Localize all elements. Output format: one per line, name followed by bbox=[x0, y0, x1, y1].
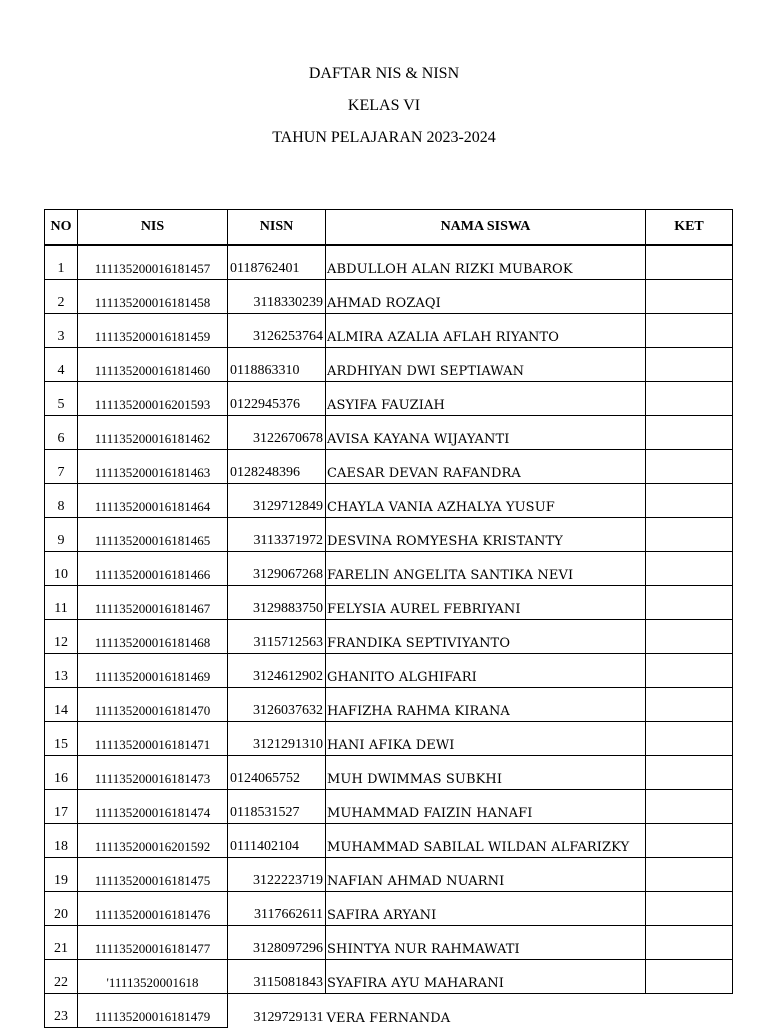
cell-ket bbox=[646, 926, 733, 960]
cell-no: 15 bbox=[45, 722, 78, 756]
table-row bbox=[45, 688, 733, 722]
cell-ket bbox=[646, 450, 733, 484]
cell-no: 8 bbox=[45, 484, 78, 518]
cell-no: 4 bbox=[45, 348, 78, 382]
cell-ket bbox=[646, 314, 733, 348]
cell-nama-siswa: ALMIRA AZALIA AFLAH RIYANTO bbox=[326, 314, 646, 348]
cell-ket bbox=[646, 892, 733, 926]
cell-nama-siswa: ABDULLOH ALAN RIZKI MUBAROK bbox=[326, 245, 646, 280]
cell-no: 9 bbox=[45, 518, 78, 552]
cell-ket bbox=[646, 280, 733, 314]
cell-nisn: 3126253764 bbox=[228, 314, 326, 348]
cell-no: 14 bbox=[45, 688, 78, 722]
table-row bbox=[45, 654, 733, 688]
cell-nis: 111135200016181468 bbox=[78, 620, 228, 654]
cell-ket bbox=[646, 756, 733, 790]
cell-nisn: 3129067268 bbox=[228, 552, 326, 586]
cell-nis: 111135200016181473 bbox=[78, 756, 228, 790]
cell-nama-siswa: NAFIAN AHMAD NUARNI bbox=[326, 858, 646, 892]
cell-nisn: 3128097296 bbox=[228, 926, 326, 960]
cell-nisn: 3129729131 bbox=[228, 994, 326, 1028]
document-class: KELAS VI bbox=[347, 97, 421, 114]
cell-nis: 111135200016181470 bbox=[78, 688, 228, 722]
cell-nama-siswa: ARDHIYAN DWI SEPTIAWAN bbox=[326, 348, 646, 382]
cell-nis: 111135200016181475 bbox=[78, 858, 228, 892]
cell-ket bbox=[646, 722, 733, 756]
cell-no: 1 bbox=[45, 245, 78, 280]
cell-nis: 111135200016181464 bbox=[78, 484, 228, 518]
table-row bbox=[45, 858, 733, 892]
cell-nama-siswa: ASYIFA FAUZIAH bbox=[326, 382, 646, 416]
table-row bbox=[45, 314, 733, 348]
cell-nama-siswa: MUHAMMAD SABILAL WILDAN ALFARIZKY bbox=[326, 824, 646, 858]
table-row bbox=[45, 552, 733, 586]
cell-nisn: 3118330239 bbox=[228, 280, 326, 314]
cell-ket bbox=[646, 654, 733, 688]
cell-ket bbox=[646, 790, 733, 824]
cell-nama-siswa: HAFIZHA RAHMA KIRANA bbox=[326, 688, 646, 722]
cell-nis: 111135200016181457 bbox=[78, 245, 228, 280]
cell-nis: 111135200016181463 bbox=[78, 450, 228, 484]
cell-nis: 111135200016181471 bbox=[78, 722, 228, 756]
header-no: NO bbox=[45, 210, 78, 246]
cell-nis: 111135200016181460 bbox=[78, 348, 228, 382]
table-row bbox=[45, 960, 733, 994]
cell-ket bbox=[646, 552, 733, 586]
cell-no: 22 bbox=[45, 960, 78, 994]
table-row bbox=[45, 892, 733, 926]
cell-ket bbox=[646, 348, 733, 382]
cell-no: 16 bbox=[45, 756, 78, 790]
table-row bbox=[45, 994, 733, 1028]
cell-ket bbox=[646, 518, 733, 552]
cell-no: 12 bbox=[45, 620, 78, 654]
header-ket: KET bbox=[646, 210, 733, 246]
cell-ket bbox=[646, 586, 733, 620]
cell-nisn: 3129712849 bbox=[228, 484, 326, 518]
header-nama-siswa: NAMA SISWA bbox=[326, 210, 646, 246]
cell-nis: 111135200016181469 bbox=[78, 654, 228, 688]
table-row bbox=[45, 824, 733, 858]
cell-nis: 111135200016181474 bbox=[78, 790, 228, 824]
cell-ket bbox=[646, 416, 733, 450]
cell-nisn: 3124612902 bbox=[228, 654, 326, 688]
cell-nis: 111135200016181479 bbox=[78, 994, 228, 1028]
cell-no: 6 bbox=[45, 416, 78, 450]
cell-ket bbox=[646, 858, 733, 892]
cell-nis: 111135200016201593 bbox=[78, 382, 228, 416]
document-school-year: TAHUN PELAJARAN 2023-2024 bbox=[272, 129, 496, 146]
cell-nama-siswa: AHMAD ROZAQI bbox=[326, 280, 646, 314]
cell-nama-siswa: CHAYLA VANIA AZHALYA YUSUF bbox=[326, 484, 646, 518]
cell-no: 21 bbox=[45, 926, 78, 960]
cell-nisn: 3113371972 bbox=[228, 518, 326, 552]
cell-nisn: 0122945376 bbox=[228, 382, 326, 416]
cell-nisn: 3122670678 bbox=[228, 416, 326, 450]
cell-ket bbox=[646, 245, 733, 280]
cell-nama-siswa: VERA FERNANDA bbox=[326, 994, 646, 1028]
cell-nis: '11113520001618 bbox=[78, 960, 228, 994]
table-row bbox=[45, 348, 733, 382]
cell-nisn: 0124065752 bbox=[228, 756, 326, 790]
header-nisn: NISN bbox=[228, 210, 326, 246]
table-row bbox=[45, 926, 733, 960]
cell-no: 13 bbox=[45, 654, 78, 688]
table-row bbox=[45, 620, 733, 654]
cell-no: 17 bbox=[45, 790, 78, 824]
table-row bbox=[45, 790, 733, 824]
cell-ket bbox=[646, 620, 733, 654]
cell-no: 10 bbox=[45, 552, 78, 586]
cell-no: 20 bbox=[45, 892, 78, 926]
cell-nama-siswa: AVISA KAYANA WIJAYANTI bbox=[326, 416, 646, 450]
cell-nis: 111135200016181477 bbox=[78, 926, 228, 960]
header-nis: NIS bbox=[78, 210, 228, 246]
table-row bbox=[45, 586, 733, 620]
cell-nisn: 3115081843 bbox=[228, 960, 326, 994]
cell-nisn: 3121291310 bbox=[228, 722, 326, 756]
cell-nisn: 0118762401 bbox=[228, 245, 326, 280]
cell-ket bbox=[646, 484, 733, 518]
cell-ket bbox=[646, 824, 733, 858]
cell-no: 18 bbox=[45, 824, 78, 858]
cell-no: 7 bbox=[45, 450, 78, 484]
cell-nis: 111135200016181476 bbox=[78, 892, 228, 926]
cell-nis: 111135200016181459 bbox=[78, 314, 228, 348]
cell-ket bbox=[646, 994, 733, 1028]
cell-nama-siswa: SAFIRA ARYANI bbox=[326, 892, 646, 926]
table-row bbox=[45, 382, 733, 416]
table-header-row bbox=[45, 210, 733, 246]
table-row bbox=[45, 416, 733, 450]
cell-nama-siswa: CAESAR DEVAN RAFANDRA bbox=[326, 450, 646, 484]
cell-nama-siswa: FRANDIKA SEPTIVIYANTO bbox=[326, 620, 646, 654]
cell-ket bbox=[646, 960, 733, 994]
cell-nama-siswa: MUHAMMAD FAIZIN HANAFI bbox=[326, 790, 646, 824]
cell-nama-siswa: DESVINA ROMYESHA KRISTANTY bbox=[326, 518, 646, 552]
cell-no: 5 bbox=[45, 382, 78, 416]
table-row bbox=[45, 722, 733, 756]
cell-nisn: 3129883750 bbox=[228, 586, 326, 620]
document-title-block bbox=[0, 61, 768, 157]
cell-nis: 111135200016181458 bbox=[78, 280, 228, 314]
cell-nama-siswa: FELYSIA AUREL FEBRIYANI bbox=[326, 586, 646, 620]
table-row bbox=[45, 756, 733, 790]
cell-nisn: 3117662611 bbox=[228, 892, 326, 926]
cell-no: 2 bbox=[45, 280, 78, 314]
table-row bbox=[45, 245, 733, 280]
cell-nama-siswa: MUH DWIMMAS SUBKHI bbox=[326, 756, 646, 790]
document-title: DAFTAR NIS & NISN bbox=[308, 65, 460, 82]
table-row bbox=[45, 280, 733, 314]
cell-nis: 111135200016181462 bbox=[78, 416, 228, 450]
cell-nisn: 0118863310 bbox=[228, 348, 326, 382]
cell-nisn: 0118531527 bbox=[228, 790, 326, 824]
cell-no: 3 bbox=[45, 314, 78, 348]
cell-nama-siswa: GHANITO ALGHIFARI bbox=[326, 654, 646, 688]
cell-nisn: 3115712563 bbox=[228, 620, 326, 654]
cell-nisn: 0111402104 bbox=[228, 824, 326, 858]
cell-nisn: 3126037632 bbox=[228, 688, 326, 722]
cell-ket bbox=[646, 382, 733, 416]
cell-nisn: 3122223719 bbox=[228, 858, 326, 892]
cell-nisn: 0128248396 bbox=[228, 450, 326, 484]
cell-no: 11 bbox=[45, 586, 78, 620]
cell-no: 23 bbox=[45, 994, 78, 1028]
cell-nis: 111135200016181465 bbox=[78, 518, 228, 552]
table-row bbox=[45, 518, 733, 552]
cell-nis: 111135200016201592 bbox=[78, 824, 228, 858]
cell-nama-siswa: SHINTYA NUR RAHMAWATI bbox=[326, 926, 646, 960]
cell-nama-siswa: SYAFIRA AYU MAHARANI bbox=[326, 960, 646, 994]
cell-no: 19 bbox=[45, 858, 78, 892]
student-table bbox=[44, 209, 733, 1028]
table-row bbox=[45, 450, 733, 484]
cell-nama-siswa: HANI AFIKA DEWI bbox=[326, 722, 646, 756]
cell-nama-siswa: FARELIN ANGELITA SANTIKA NEVI bbox=[326, 552, 646, 586]
cell-nis: 111135200016181466 bbox=[78, 552, 228, 586]
table-row bbox=[45, 484, 733, 518]
cell-nis: 111135200016181467 bbox=[78, 586, 228, 620]
cell-ket bbox=[646, 688, 733, 722]
table-body bbox=[45, 245, 733, 1028]
